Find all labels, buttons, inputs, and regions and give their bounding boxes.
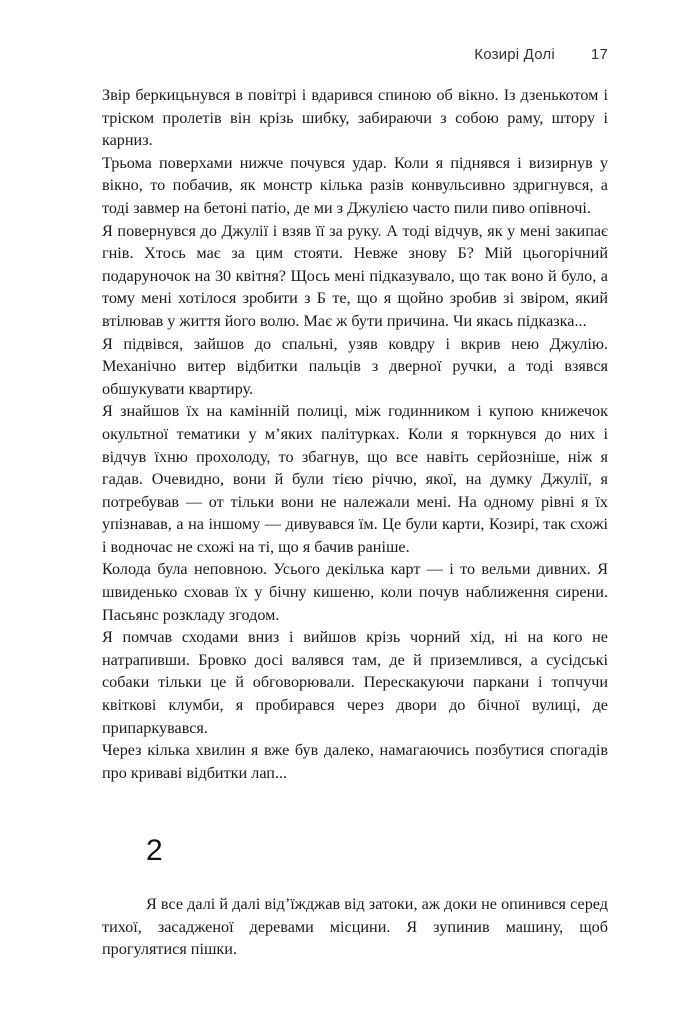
paragraph: Звір беркицьнувся в повітрі і вдарився спиною об вікно. Із дзенькотом і тріском пролетів він крізь шибку, забираючи з собою раму, штору і карниз.: [102, 86, 608, 150]
paragraph: Я помчав сходами вниз і вийшов крізь чорний хід, ні на кого не натрапивши. Бровко досі валявся там, де й приземлився, а сусідські собаки тільки це й обговорювали. Перескакуючи паркани і топчучи квіткові клумби, я пробирався через двори до бічної вулиці, де припаркувався.: [102, 628, 608, 737]
chapter-number: 2: [146, 834, 163, 867]
paragraph: Я повернувся до Джулії і взяв її за руку. А тоді відчув, як у мені закипає гнів. Хтось має за цим стояти. Невже знову Б? Мій цьогорічний подаруночок на 30 квітня? Щось мені підказувало, що так воно й було, а тому мені хотілося зробити з Б те, що я щойно зробив зі звіром, який втілював у життя його волю. Має ж бути причина. Чи якась підказка...: [102, 221, 608, 330]
paragraph: Через кілька хвилин я вже був далеко, намагаючись позбутися спогадів про криваві відбитки лап...: [102, 741, 608, 782]
running-header: [474, 46, 608, 63]
chapter-text: [102, 893, 608, 961]
body-text: [102, 84, 608, 784]
paragraph: Я все далі й далі від’їжджав від затоки, аж доки не опинився серед тихої, засадженої деревами місцини. Я зупинив машину, щоб прогулятися пішки.: [102, 895, 608, 959]
paragraph: Я знайшов їх на камінній полиці, між годинником і купою книжечок окультної тематики у м’яких палітурках. Коли я торкнувся до них і відчув їхню прохолоду, то збагнув, що все навіть серйозніше, ніж я гадав. Очевидно, вони й були тією річчю, якої, на думку Джулії, я потребував — от тільки вони не належали мені. На одному рівні я їх упізнавав, а на іншому — дивувався їм. Це були карти, Козирі, так схожі і водночас не схожі на ті, що я бачив раніше.: [102, 402, 608, 556]
page-number: 17: [590, 46, 608, 63]
running-title: Козирі Долі: [474, 46, 555, 63]
paragraph: Колода була неповною. Усього декілька карт — і то вельми дивних. Я швиденько сховав їх у бічну кишеню, коли почув наближення сирени. Пасьянс розкладу згодом.: [102, 560, 608, 624]
paragraph: Трьома поверхами нижче почувся удар. Коли я піднявся і визирнув у вікно, то побачив, як монстр кілька разів конвульсивно здригнувся, а тоді завмер на бетоні патіо, де ми з Джулією часто пили пиво опівночі.: [102, 153, 608, 217]
paragraph: Я підвівся, зайшов до спальні, узяв ковдру і вкрив нею Джулію. Механічно витер відбитки пальців з дверної ручки, а тоді взявся обшукувати квартиру.: [102, 334, 608, 398]
